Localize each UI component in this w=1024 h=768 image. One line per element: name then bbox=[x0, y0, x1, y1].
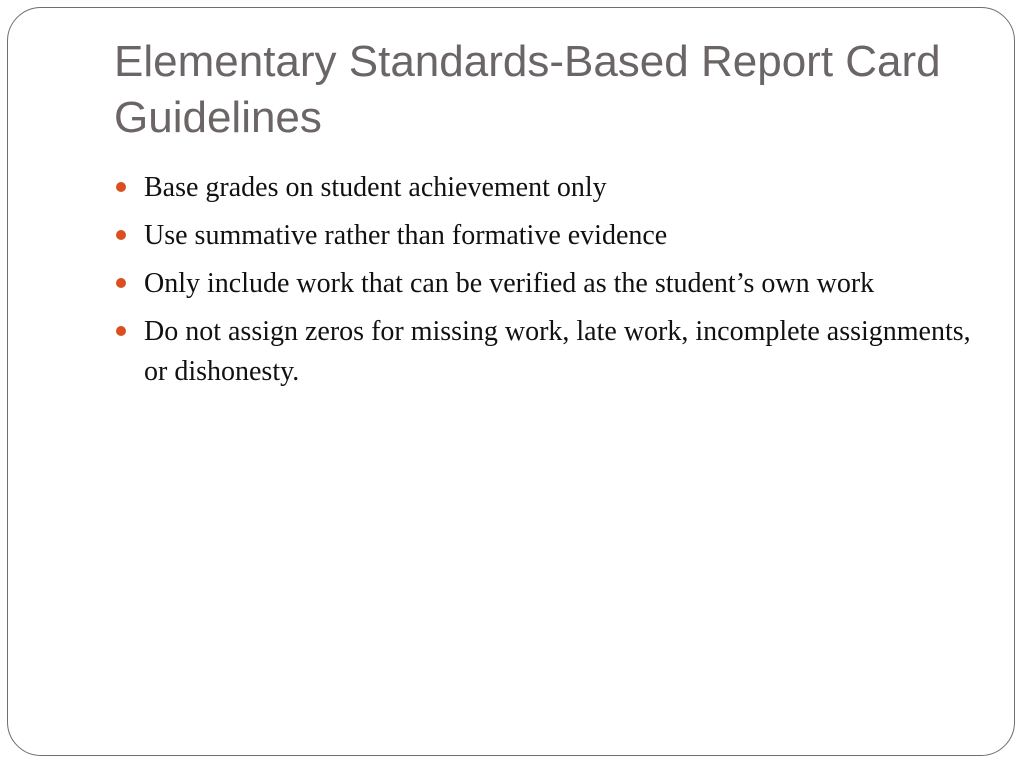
bullet-item bbox=[114, 216, 974, 256]
bullet-item bbox=[114, 168, 974, 208]
bullet-dot-icon bbox=[116, 326, 126, 336]
bullet-text: Do not assign zeros for missing work, late work, incomplete assignments, or dishonesty. bbox=[144, 316, 971, 387]
bullet-item bbox=[114, 264, 974, 304]
slide bbox=[7, 7, 1015, 756]
bullet-text: Base grades on student achievement only bbox=[144, 172, 607, 203]
bullet-item bbox=[114, 312, 974, 392]
bullet-list bbox=[114, 168, 974, 400]
bullet-text: Use summative rather than formative evidence bbox=[144, 220, 668, 251]
slide-title: Elementary Standards-Based Report Card Guidelines bbox=[114, 37, 941, 142]
bullet-dot-icon bbox=[116, 230, 126, 240]
bullet-dot-icon bbox=[116, 182, 126, 192]
bullet-text: Only include work that can be verified as the student’s own work bbox=[144, 268, 875, 299]
bullet-dot-icon bbox=[116, 278, 126, 288]
